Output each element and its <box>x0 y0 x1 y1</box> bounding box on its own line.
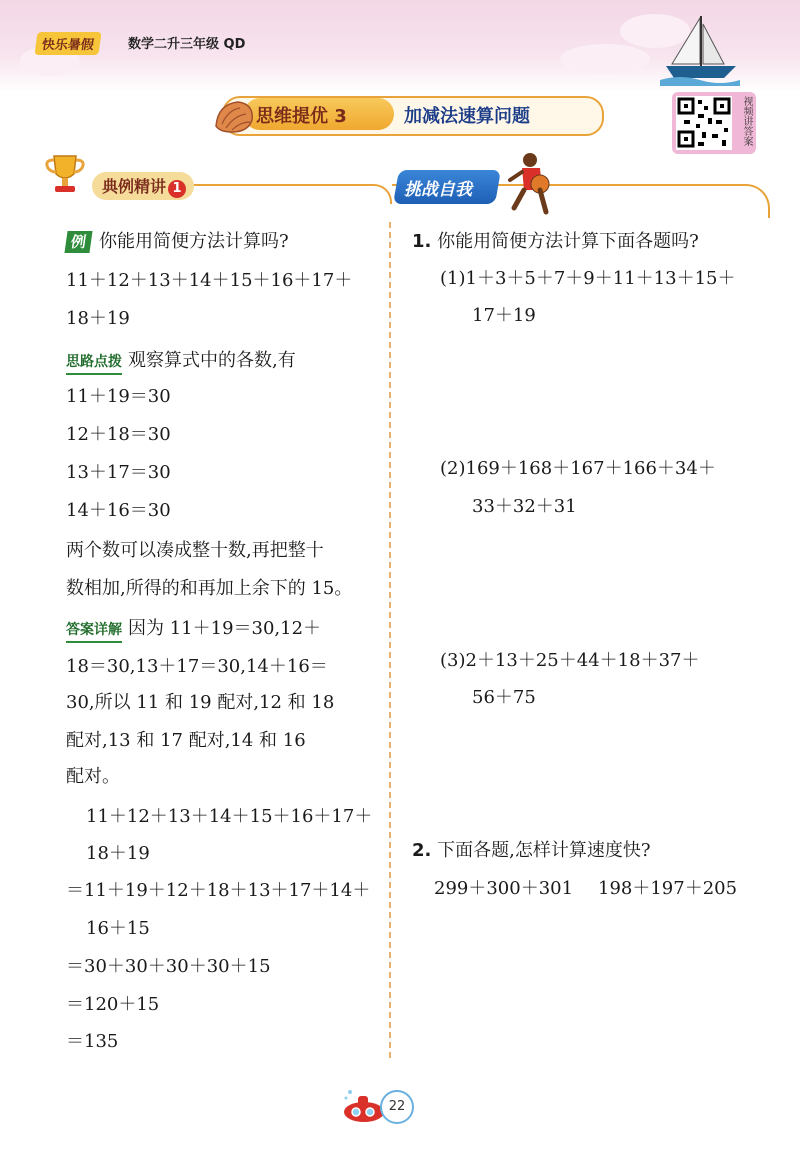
subquestion-expression: 299＋300＋301 <box>434 878 574 899</box>
example-tag: 例 <box>64 231 92 253</box>
answer-text: 配对。 <box>66 766 120 787</box>
pair-sum: 11＋19＝30 <box>66 386 171 407</box>
question-number: 1. <box>412 231 432 252</box>
page-title: 加减法速算问题 <box>404 106 530 127</box>
answer-text: 因为 11＋19＝30,12＋ <box>128 618 322 639</box>
section-challenge-label: 挑战自我 <box>404 180 472 200</box>
lesson-number: 思维提优 3 <box>256 106 347 127</box>
page-number: 22 <box>380 1090 414 1124</box>
cloud-decoration <box>560 44 650 74</box>
hint-explanation: 两个数可以凑成整十数,再把整十 <box>66 540 324 561</box>
column-divider <box>389 222 391 1058</box>
question-number: 2. <box>412 840 432 861</box>
calc-step: 11＋12＋13＋14＋15＋16＋17＋ <box>86 806 373 827</box>
book-name: 数学二升三年级 QD <box>128 37 246 52</box>
example-expression: 18＋19 <box>66 308 130 329</box>
answer-text: 30,所以 11 和 19 配对,12 和 18 <box>66 692 335 713</box>
qr-caption: 视频讲答案 <box>741 96 752 146</box>
pair-sum: 14＋16＝30 <box>66 500 171 521</box>
subquestion-expression: 56＋75 <box>472 687 536 708</box>
sailboat-icon <box>660 14 740 86</box>
question-2 <box>412 840 650 862</box>
question-1 <box>412 231 699 253</box>
pair-sum: 13＋17＝30 <box>66 462 171 483</box>
question-text: 你能用简便方法计算下面各题吗? <box>437 231 699 252</box>
answer-line <box>66 618 321 643</box>
example-expression: 11＋12＋13＋14＋15＋16＋17＋ <box>66 270 353 291</box>
subquestion-expression: (3)2＋13＋25＋44＋18＋37＋ <box>440 650 700 671</box>
calc-step: ＝30＋30＋30＋30＋15 <box>66 956 271 977</box>
basketball-player-icon <box>500 150 558 220</box>
subquestion-expression: 33＋32＋31 <box>472 496 577 517</box>
subquestion-expression: 198＋197＋205 <box>598 878 738 899</box>
section-number-badge: 1 <box>168 180 186 198</box>
calc-step: ＝120＋15 <box>66 994 160 1015</box>
section-example-label: 典例精讲 <box>102 177 167 196</box>
hint-line <box>66 350 296 375</box>
calc-step: 16＋15 <box>86 918 150 939</box>
calc-step: 18＋19 <box>86 843 150 864</box>
series-label: 快乐暑假 <box>34 32 101 55</box>
answer-text: 18＝30,13＋17＝30,14＋16＝ <box>66 656 328 677</box>
qr-code-icon[interactable] <box>676 96 732 150</box>
example-question: 你能用简便方法计算吗? <box>99 231 289 252</box>
shell-icon <box>212 96 256 136</box>
calc-step: ＝135 <box>66 1031 119 1052</box>
section-example-header <box>92 172 194 200</box>
pair-sum: 12＋18＝30 <box>66 424 171 445</box>
subquestion-expression: (1)1＋3＋5＋7＋9＋11＋13＋15＋ <box>440 268 736 289</box>
hint-explanation: 数相加,所得的和再加上余下的 15。 <box>66 578 353 599</box>
answer-text: 配对,13 和 17 配对,14 和 16 <box>66 730 306 751</box>
example-question-line <box>66 231 289 253</box>
calc-step: ＝11＋19＋12＋18＋13＋17＋14＋ <box>66 880 371 901</box>
question-text: 下面各题,怎样计算速度快? <box>437 840 651 861</box>
trophy-icon <box>42 152 88 198</box>
subquestion-expression: 17＋19 <box>472 305 536 326</box>
hint-text: 观察算式中的各数,有 <box>128 350 296 371</box>
answer-tag: 答案详解 <box>66 619 122 643</box>
hint-tag: 思路点拨 <box>66 351 122 375</box>
subquestion-expression: (2)169＋168＋167＋166＋34＋ <box>440 458 716 479</box>
